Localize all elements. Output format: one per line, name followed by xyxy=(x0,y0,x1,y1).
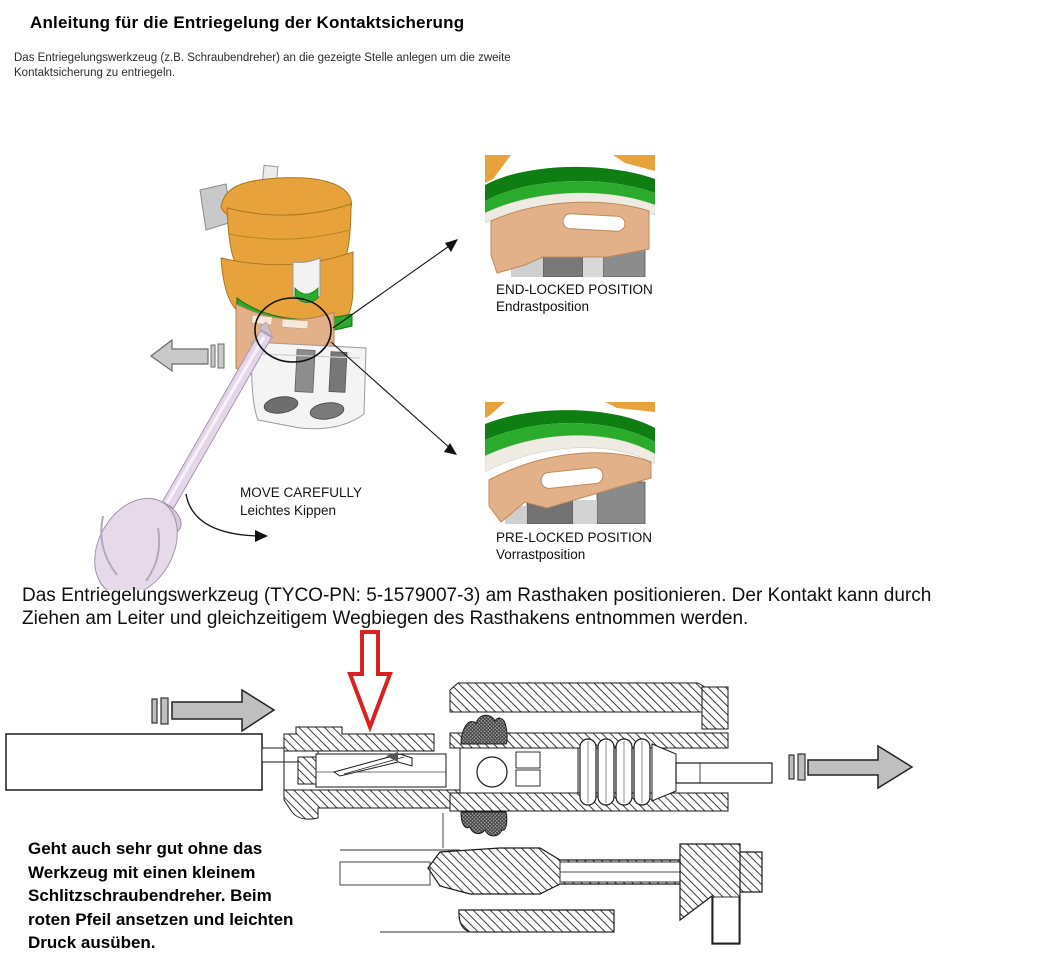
move-carefully-label-de: Leichtes Kippen xyxy=(240,502,337,518)
page-title: Anleitung für die Entriegelung der Kontaktsicherung xyxy=(30,13,465,32)
text-line: Das Entriegelungswerkzeug (TYCO-PN: 5-1579007-3) am Rasthaken positionieren. Der Kontakt kann durch xyxy=(22,585,932,606)
pull-arrow-left-icon xyxy=(151,340,224,371)
pre-locked-label-en: PRE-LOCKED POSITION xyxy=(496,530,653,545)
text-line: Druck ausüben. xyxy=(28,933,156,952)
text-line: Schlitzschraubendreher. Beim xyxy=(28,886,272,905)
end-locked-label-en: END-LOCKED POSITION xyxy=(496,282,653,297)
text-line: roten Pfeil ansetzen und leichten xyxy=(28,909,294,929)
insert-arrow-right-icon xyxy=(152,690,274,731)
text-line: Geht auch sehr gut ohne das xyxy=(28,839,263,858)
cavity-wall xyxy=(573,500,597,524)
end-locked-caption xyxy=(496,281,653,315)
move-carefully-label-en: MOVE CAREFULLY xyxy=(240,485,363,500)
move-carefully-caption xyxy=(240,484,362,519)
note-text xyxy=(28,837,293,955)
text-line: Werkzeug mit einen kleinem xyxy=(28,862,256,882)
slider-slot xyxy=(563,213,626,231)
intro-text xyxy=(14,51,654,81)
end-locked-label-de: Endrastposition xyxy=(496,299,590,314)
rubber-seal xyxy=(461,715,507,744)
cable xyxy=(6,734,262,790)
red-down-arrow-icon xyxy=(350,632,390,727)
text-line: Kontaktsicherung zu entriegeln. xyxy=(14,67,176,79)
text-line: Das Entriegelungswerkzeug (z.B. Schraubendreher) an die gezeigte Stelle anlegen um die zweite xyxy=(14,52,511,64)
pre-locked-label-de: Vorrastposition xyxy=(496,547,586,562)
end-locked-detail-figure xyxy=(485,155,655,277)
callout-arrow-up-icon xyxy=(445,239,458,252)
step2-text xyxy=(22,585,1037,630)
connector-3d-figure xyxy=(80,130,500,590)
rubber-seal xyxy=(461,812,507,836)
terminal-section xyxy=(428,844,762,944)
text-line: Ziehen am Leiter und gleichzeitigem Wegbiegen des Rasthakens entnommen werden. xyxy=(22,607,749,629)
pre-locked-caption xyxy=(496,529,652,563)
pre-locked-detail-figure xyxy=(485,402,655,524)
extract-arrow-right-icon xyxy=(789,746,912,788)
